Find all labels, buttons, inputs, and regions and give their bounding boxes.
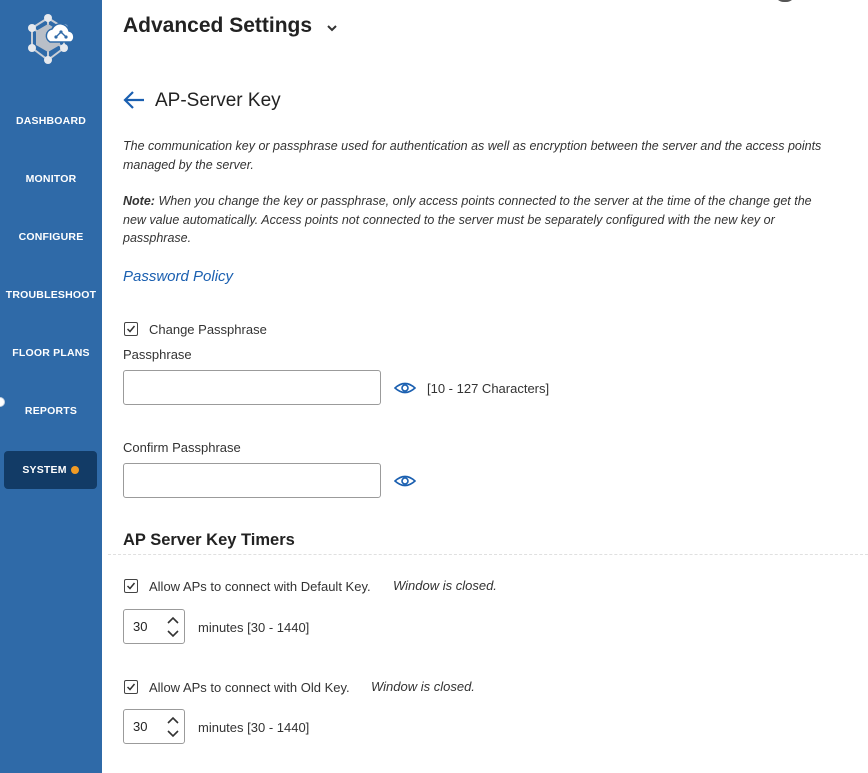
status-dot bbox=[71, 466, 79, 474]
passphrase-label: Passphrase bbox=[123, 347, 192, 362]
stepper-value: 30 bbox=[133, 619, 148, 634]
nav-item-monitor[interactable] bbox=[0, 160, 102, 198]
confirm-passphrase-label: Confirm Passphrase bbox=[123, 440, 241, 455]
old-key-stepper[interactable] bbox=[123, 709, 185, 744]
section-title: AP-Server Key bbox=[155, 90, 281, 111]
checkmark-icon bbox=[126, 581, 136, 591]
nav-item-reports[interactable] bbox=[0, 392, 102, 430]
old-key-checkbox[interactable] bbox=[124, 680, 138, 694]
old-key-label: Allow APs to connect with Old Key. bbox=[149, 680, 350, 695]
nav-item-dashboard[interactable] bbox=[0, 102, 102, 140]
nav-item-label: REPORTS bbox=[24, 405, 78, 417]
checkmark-icon bbox=[126, 324, 136, 334]
passphrase-input[interactable] bbox=[123, 370, 381, 405]
nav-item-label: FLOOR PLANS bbox=[12, 347, 90, 359]
checkmark-icon bbox=[126, 682, 136, 692]
change-passphrase-label: Change Passphrase bbox=[149, 322, 267, 337]
note-text bbox=[123, 192, 828, 248]
change-passphrase-checkbox[interactable] bbox=[124, 322, 138, 336]
divider bbox=[108, 554, 868, 555]
note-body: When you change the key or passphrase, only access points connected to the server at the time of the change get the new value automatically. Access points not connected to the server must be separately configured with the new key or passphrase. bbox=[123, 194, 812, 245]
default-key-unit: minutes [30 - 1440] bbox=[198, 620, 310, 635]
nav-item-label: MONITOR bbox=[25, 173, 77, 185]
user-menu-icon[interactable] bbox=[774, 0, 796, 2]
note-label: Note: bbox=[123, 194, 155, 208]
description-text: The communication key or passphrase used for authentication as well as encryption between the server and the access points managed by the server. bbox=[123, 139, 822, 172]
chevron-down-icon[interactable] bbox=[166, 729, 180, 739]
chevron-up-icon[interactable] bbox=[166, 615, 180, 625]
timers-title: AP Server Key Timers bbox=[123, 531, 295, 549]
stepper-value: 30 bbox=[133, 719, 148, 734]
nav-item-label: SYSTEM bbox=[22, 464, 67, 476]
password-policy-link[interactable]: Password Policy bbox=[123, 268, 234, 285]
eye-icon[interactable] bbox=[394, 381, 416, 395]
nav-item-system[interactable] bbox=[4, 451, 97, 489]
chevron-down-icon[interactable] bbox=[326, 23, 338, 33]
default-key-label: Allow APs to connect with Default Key. bbox=[149, 579, 371, 594]
old-key-status: Window is closed. bbox=[371, 679, 475, 694]
chevron-up-icon[interactable] bbox=[166, 715, 180, 725]
default-key-stepper[interactable] bbox=[123, 609, 185, 644]
sidebar bbox=[0, 0, 102, 773]
logo-icon bbox=[18, 10, 82, 70]
eye-icon[interactable] bbox=[394, 474, 416, 488]
chevron-down-icon[interactable] bbox=[166, 629, 180, 639]
confirm-passphrase-input[interactable] bbox=[123, 463, 381, 498]
nav-item-label: DASHBOARD bbox=[15, 115, 87, 127]
arrow-left-icon[interactable] bbox=[122, 89, 146, 111]
default-key-checkbox[interactable] bbox=[124, 579, 138, 593]
nav-item-configure[interactable] bbox=[0, 218, 102, 256]
passphrase-hint: [10 - 127 Characters] bbox=[427, 381, 550, 396]
nav-item-label: TROUBLESHOOT bbox=[5, 289, 97, 301]
default-key-status: Window is closed. bbox=[393, 578, 497, 593]
nav-item-troubleshoot[interactable] bbox=[0, 276, 102, 314]
nav-item-label: CONFIGURE bbox=[18, 231, 84, 243]
page-title: Advanced Settings bbox=[123, 14, 313, 37]
nav-item-floor-plans[interactable] bbox=[0, 334, 102, 372]
old-key-unit: minutes [30 - 1440] bbox=[198, 720, 310, 735]
